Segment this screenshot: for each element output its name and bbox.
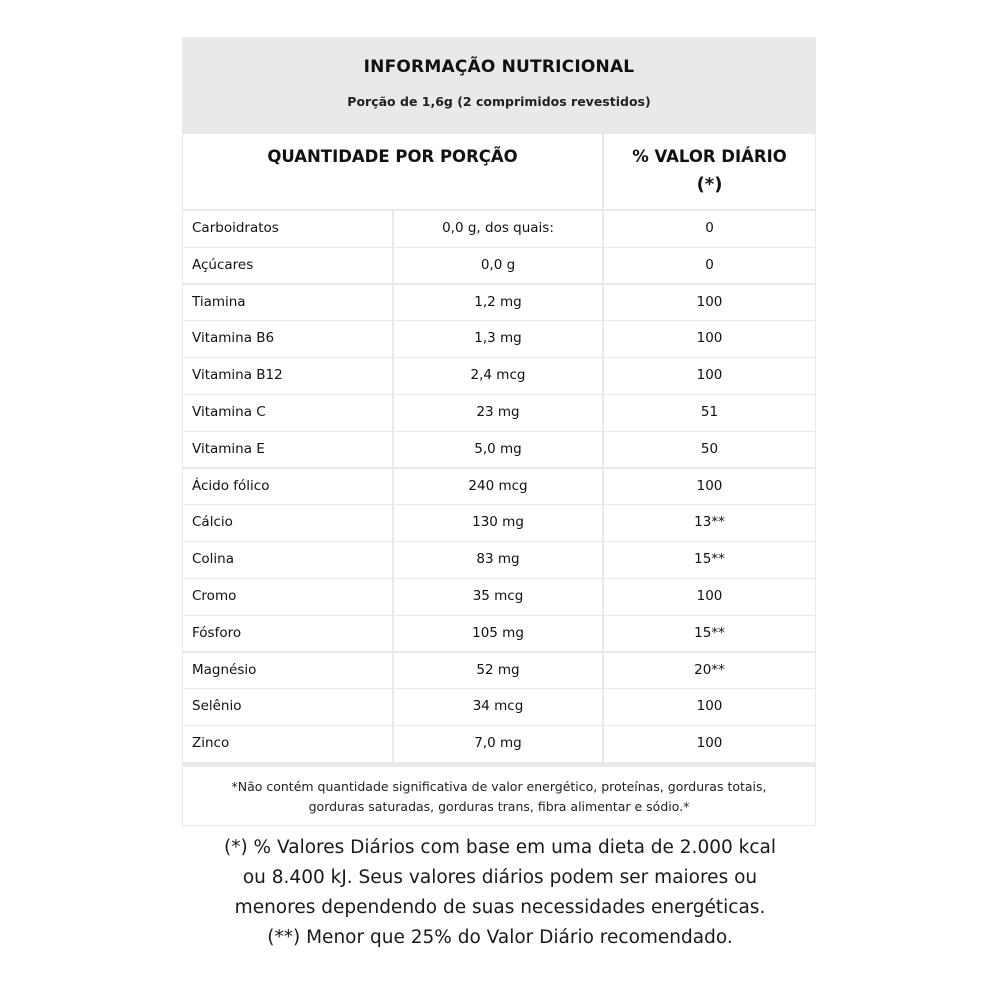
nutrient-daily-value: 100 [604,358,815,394]
nutrient-amount: 0,0 g, dos quais: [394,211,602,247]
note-line-3: menores dependendo de suas necessidades energéticas. [234,897,766,918]
nutrient-daily-value: 13** [604,505,815,541]
daily-value-label: % VALOR DIÁRIO [632,147,787,166]
nutrient-daily-value: 100 [604,579,815,615]
nutrient-amount: 1,3 mg [394,321,602,357]
nutrient-amount: 5,0 mg [394,432,602,468]
nutrient-name: Cálcio [183,505,392,541]
table-row [183,321,815,357]
nutrient-name: Selênio [183,689,392,725]
column-header-quantity: QUANTIDADE POR PORÇÃO [183,134,602,209]
nutrient-amount: 1,2 mg [394,285,602,321]
note-line-4: (**) Menor que 25% do Valor Diário recomendado. [267,927,733,948]
table-title: INFORMAÇÃO NUTRICIONAL [363,57,635,77]
nutrient-name: Cromo [183,579,392,615]
table-row [183,432,815,468]
nutrient-amount: 2,4 mcg [394,358,602,394]
table-row [183,542,815,578]
nutrient-name: Magnésio [183,653,392,689]
nutrient-daily-value: 0 [604,248,815,284]
nutrient-amount: 105 mg [394,616,602,652]
table-row [183,211,815,247]
table-row [183,248,815,284]
nutrient-daily-value: 20** [604,653,815,689]
table-row [183,579,815,615]
table-row [183,505,815,541]
nutrient-name: Vitamina E [183,432,392,468]
nutrient-daily-value: 100 [604,689,815,725]
nutrient-name: Colina [183,542,392,578]
nutrient-daily-value: 100 [604,321,815,357]
daily-value-marker: (*) [696,174,723,195]
serving-size: Porção de 1,6g (2 comprimidos revestidos) [347,94,651,109]
nutrient-name: Vitamina B12 [183,358,392,394]
nutrient-amount: 35 mcg [394,579,602,615]
nutrient-amount: 130 mg [394,505,602,541]
table-row [183,653,815,689]
nutrient-name: Tiamina [183,285,392,321]
nutrient-daily-value: 0 [604,211,815,247]
nutrition-table-header [182,37,816,133]
table-row [183,358,815,394]
table-row [183,395,815,431]
nutrient-daily-value: 15** [604,616,815,652]
table-row [183,689,815,725]
nutrient-name: Vitamina B6 [183,321,392,357]
nutrient-daily-value: 100 [604,469,815,505]
nutrient-daily-value: 100 [604,726,815,762]
note-line-1: (*) % Valores Diários com base em uma dieta de 2.000 kcal [223,837,776,858]
nutrient-name: Vitamina C [183,395,392,431]
nutrient-daily-value: 100 [604,285,815,321]
nutrient-name: Ácido fólico [183,469,392,505]
nutrient-amount: 52 mg [394,653,602,689]
nutrient-amount: 0,0 g [394,248,602,284]
nutrient-amount: 23 mg [394,395,602,431]
nutrient-amount: 34 mcg [394,689,602,725]
table-row [183,726,815,762]
table-row [183,285,815,321]
nutrient-amount: 83 mg [394,542,602,578]
table-row [183,469,815,505]
nutrient-daily-value: 15** [604,542,815,578]
nutrient-name: Zinco [183,726,392,762]
nutrient-name: Carboidratos [183,211,392,247]
nutrient-amount: 7,0 mg [394,726,602,762]
table-row [183,616,815,652]
nutrient-name: Fósforo [183,616,392,652]
note-line-2: ou 8.400 kJ. Seus valores diários podem ser maiores ou [242,867,758,888]
nutrient-daily-value: 51 [604,395,815,431]
nutrient-daily-value: 50 [604,432,815,468]
daily-value-notes [150,833,850,953]
table-footnote: *Não contém quantidade significativa de valor energético, proteínas, gorduras totais, gorduras saturadas, gorduras trans, fibra alimentar e sódio.* [183,767,815,825]
nutrient-amount: 240 mcg [394,469,602,505]
column-header-daily-value [604,134,815,209]
nutrient-name: Açúcares [183,248,392,284]
